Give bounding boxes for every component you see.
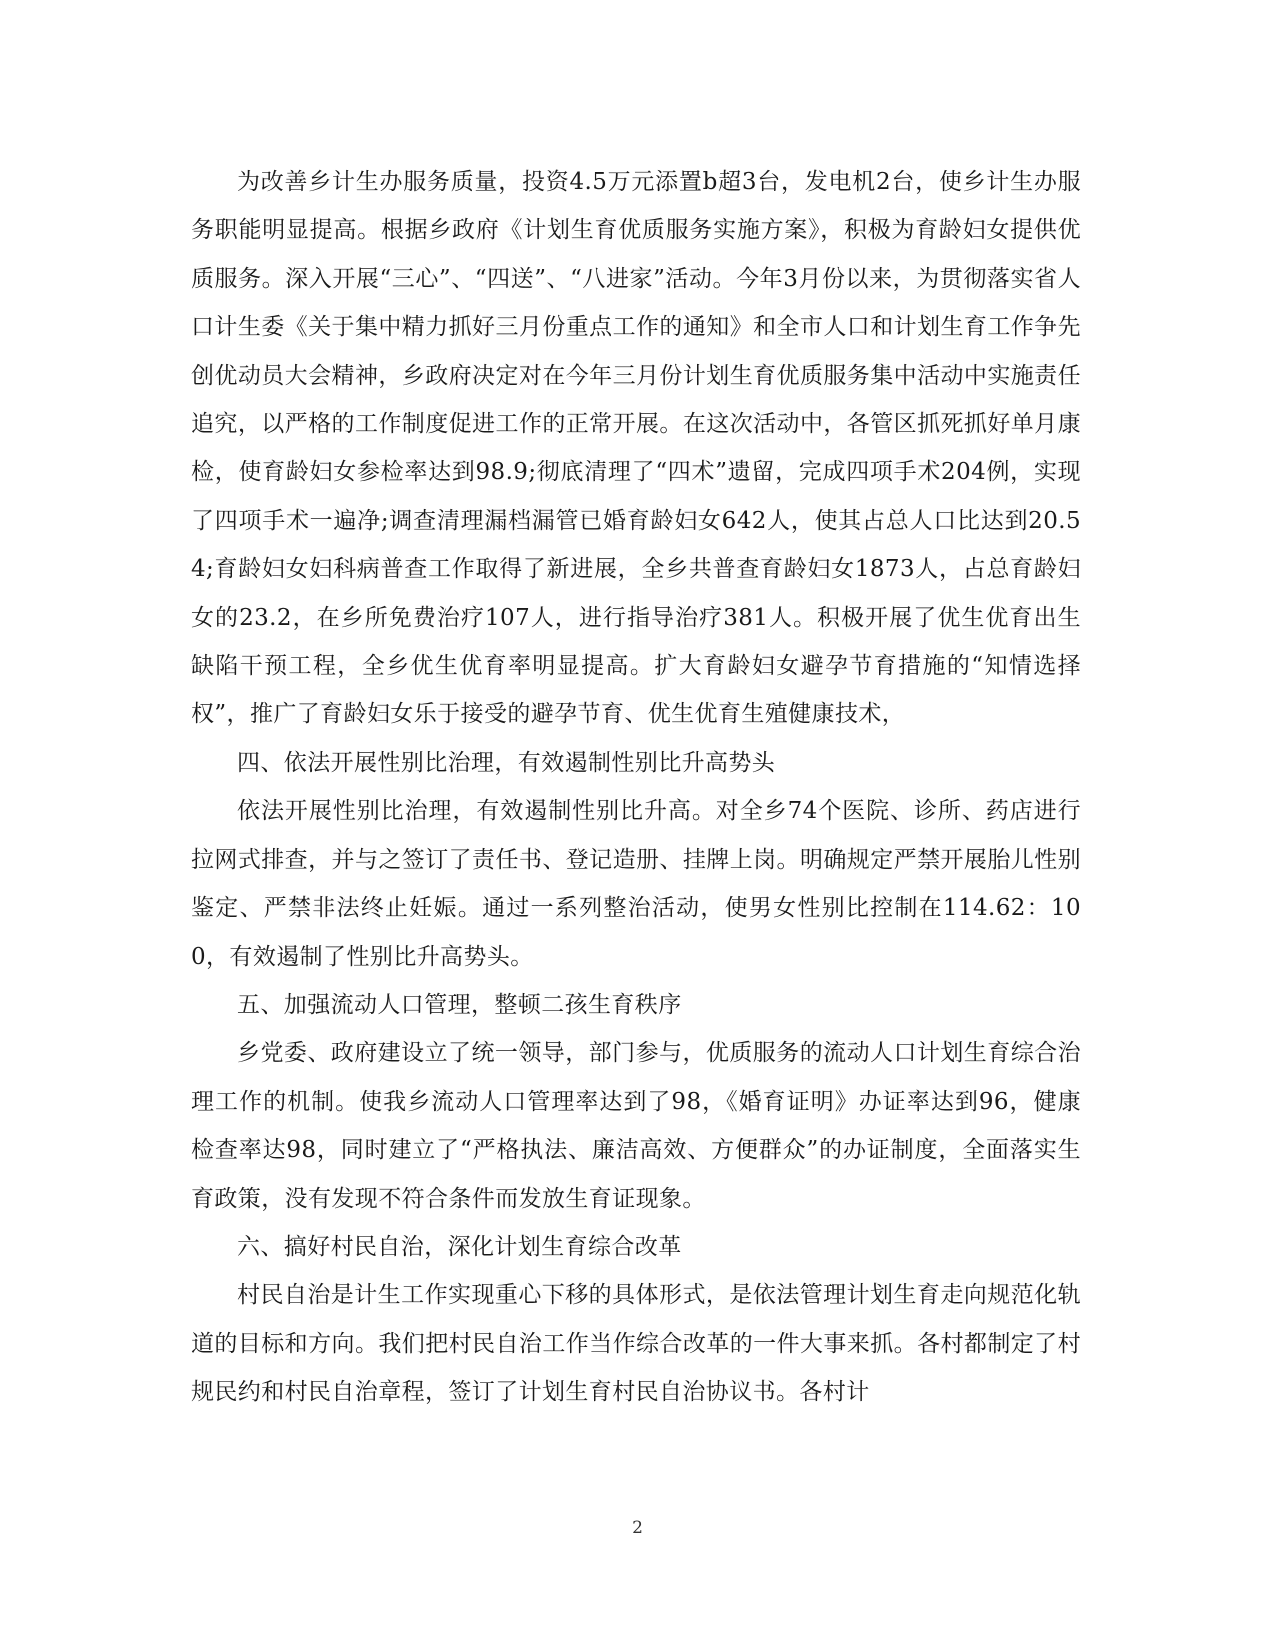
paragraph-floating-population: 乡党委、政府建设立了统一领导，部门参与，优质服务的流动人口计划生育综合治理工作的机制。使我乡流动人口管理率达到了98，《婚育证明》办证率达到96，健康检查率达98，同时建立了“严格执法、廉洁高效、方便群众”的办证制度，全面落实生育政策，没有发现不符合条件而发放生育证现象。 xyxy=(191,1040,1081,1212)
paragraph-villager-autonomy: 村民自治是计生工作实现重心下移的具体形式，是依法管理计划生育走向规范化轨道的目标和方向。我们把村民自治工作当作综合改革的一件大事来抓。各村都制定了村规民约和村民自治章程，签订了计划生育村民自治协议书。各村计 xyxy=(191,1282,1081,1406)
document-body xyxy=(191,158,1081,1417)
section-heading-5: 五、加强流动人口管理，整顿二孩生育秩序 xyxy=(237,991,682,1018)
section-heading-4: 四、依法开展性别比治理，有效遏制性别比升高势头 xyxy=(237,749,776,776)
paragraph-sex-ratio: 依法开展性别比治理，有效遏制性别比升高。对全乡74个医院、诊所、药店进行拉网式排查，并与之签订了责任书、登记造册、挂牌上岗。明确规定严禁开展胎儿性别鉴定、严禁非法终止妊娠。通过一系列整治活动，使男女性别比控制在114.62：100，有效遏制了性别比升高势头。 xyxy=(191,798,1081,970)
section-heading-6: 六、搞好村民自治，深化计划生育综合改革 xyxy=(237,1233,682,1260)
paragraph-service-quality: 为改善乡计生办服务质量，投资4.5万元添置b超3台，发电机2台，使乡计生办服务职能明显提高。根据乡政府《计划生育优质服务实施方案》，积极为育龄妇女提供优质服务。深入开展“三心”、“四送”、“八进家”活动。今年3月份以来，为贯彻落实省人口计生委《关于集中精力抓好三月份重点工作的通知》和全市人口和计划生育工作争先创优动员大会精神，乡政府决定对在今年三月份计划生育优质服务集中活动中实施责任追究，以严格的工作制度促进工作的正常开展。在这次活动中，各管区抓死抓好单月康检，使育龄妇女参检率达到98.9;彻底清理了“四术”遗留，完成四项手术204例，实现了四项手术一遍净;调查清理漏档漏管已婚育龄妇女642人，使其占总人口比达到20.54;育龄妇女妇科病普查工作取得了新进展，全乡共普查育龄妇女1873人，占总育龄妇女的23.2，在乡所免费治疗107人，进行指导治疗381人。积极开展了优生优育出生缺陷干预工程，全乡优生优育率明显提高。扩大育龄妇女避孕节育措施的“知情选择权”，推广了育龄妇女乐于接受的避孕节育、优生优育生殖健康技术， xyxy=(191,169,1081,728)
page-number: 2 xyxy=(632,1518,643,1538)
